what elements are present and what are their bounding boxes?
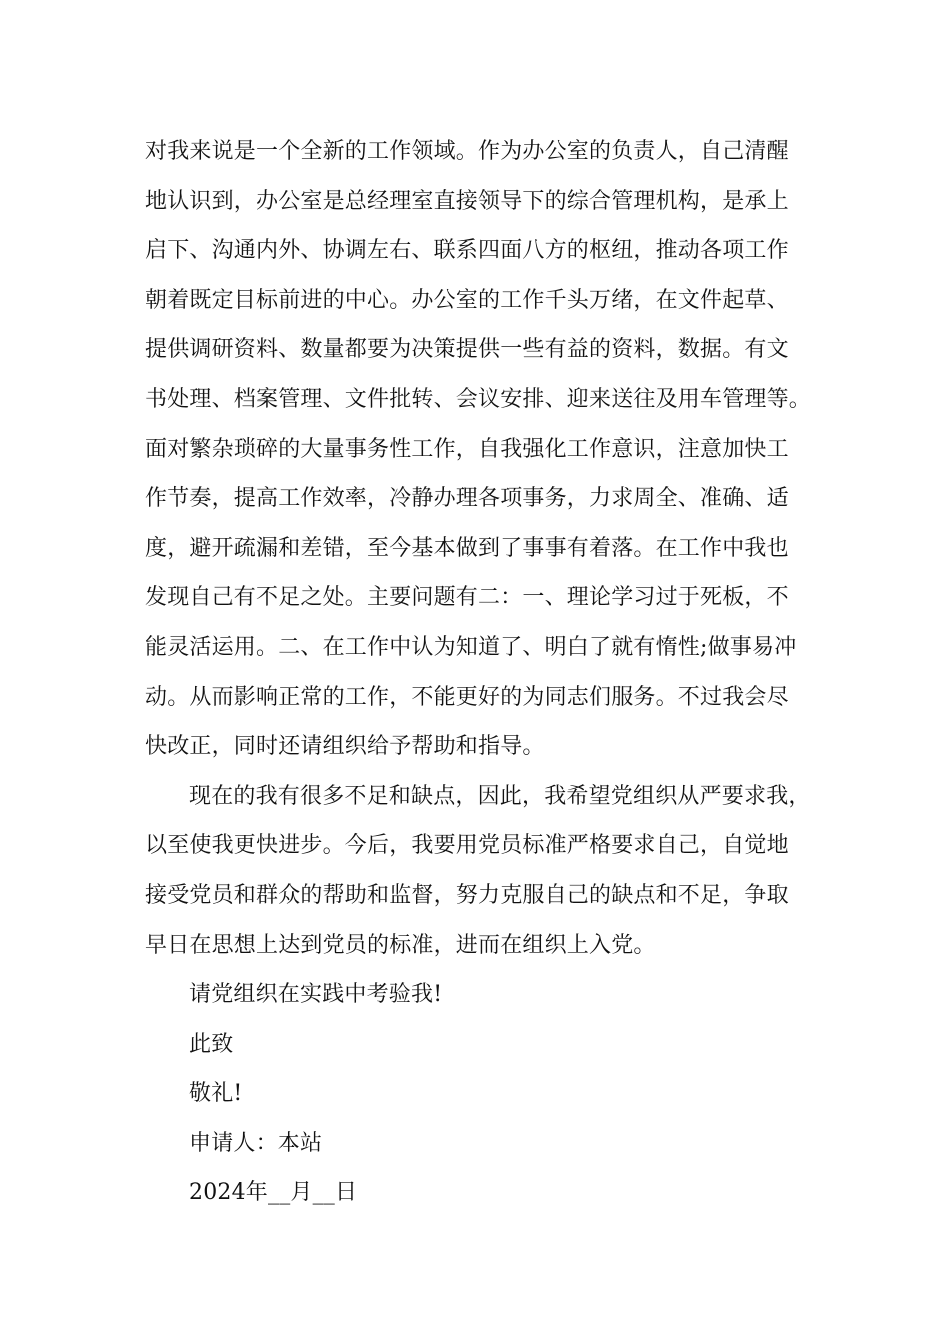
- date-line: 2024年__月__日: [189, 1180, 358, 1206]
- body-line: 地认识到，办公室是总经理室直接领导下的综合管理机构，是承上: [145, 188, 789, 214]
- body-line: 书处理、档案管理、文件批转、会议安排、迎来送往及用车管理等。: [145, 386, 812, 412]
- body-line: 提供调研资料、数量都要为决策提供一些有益的资料，数据。有文: [145, 337, 789, 363]
- salutation-line: 敬礼!: [189, 1081, 243, 1107]
- paragraph-start-line: 现在的我有很多不足和缺点，因此，我希望党组织从严要求我，: [189, 783, 811, 809]
- body-line: 度，避开疏漏和差错，至今基本做到了事事有着落。在工作中我也: [145, 535, 789, 561]
- body-line: 以至使我更快进步。今后，我要用党员标准严格要求自己，自觉地: [145, 833, 789, 859]
- body-line: 能灵活运用。二、在工作中认为知道了、明白了就有惰性;做事易冲: [145, 634, 797, 660]
- body-line: 面对繁杂琐碎的大量事务性工作，自我强化工作意识，注意加快工: [145, 436, 789, 462]
- body-line: 早日在思想上达到党员的标准，进而在组织上入党。: [145, 932, 656, 958]
- body-line: 朝着既定目标前进的中心。办公室的工作千头万绪，在文件起草、: [145, 287, 789, 313]
- body-line: 对我来说是一个全新的工作领域。作为办公室的负责人，自己清醒: [145, 139, 789, 164]
- body-line: 接受党员和群众的帮助和监督，努力克服自己的缺点和不足，争取: [145, 882, 789, 908]
- salutation-line: 此致: [189, 1031, 234, 1057]
- body-line: 发现自己有不足之处。主要问题有二：一、理论学习过于死板，不: [145, 585, 789, 611]
- body-line: 启下、沟通内外、协调左右、联系四面八方的枢纽，推动各项工作: [145, 238, 789, 264]
- closing-request: 请党组织在实践中考验我!: [189, 982, 443, 1008]
- body-line: 动。从而影响正常的工作，不能更好的为同志们服务。不过我会尽: [145, 684, 789, 710]
- body-line: 快改正，同时还请组织给予帮助和指导。: [145, 734, 545, 760]
- letter-body: [145, 132, 815, 1223]
- applicant-line: 申请人：本站: [189, 1130, 323, 1156]
- body-line: 作节奏，提高工作效率，冷静办理各项事务，力求周全、准确、适: [145, 486, 789, 512]
